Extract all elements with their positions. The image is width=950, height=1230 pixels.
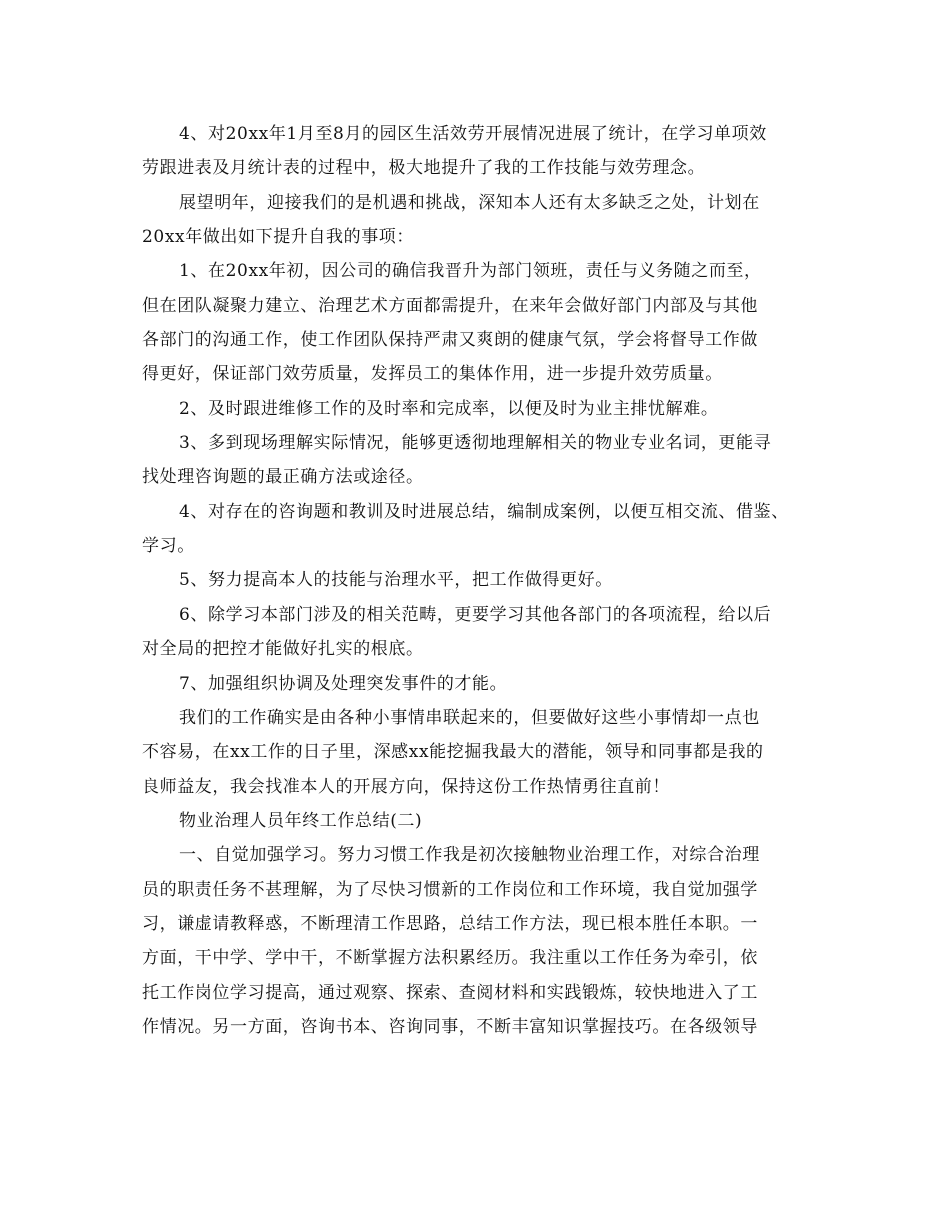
text-line: 得更好，保证部门效劳质量，发挥员工的集体作用，进一步提升效劳质量。 <box>142 364 723 385</box>
text-line: 各部门的沟通工作，使工作团队保持严肃又爽朗的健康气氛，学会将督导工作做 <box>142 330 758 351</box>
text-line: 物业治理人员年终工作总结(二) <box>179 810 423 831</box>
text-line: 劳跟进表及月统计表的过程中，极大地提升了我的工作技能与效劳理念。 <box>142 158 706 179</box>
text-line: 找处理咨询题的最正确方法或途径。 <box>142 467 424 488</box>
text-line: 4、对20xx年1月至8月的园区生活效劳开展情况进展了统计，在学习单项效 <box>179 124 767 144</box>
text-line: 托工作岗位学习提高，通过观察、探索、查阅材料和实践锻炼，较快地进入了工 <box>142 982 758 1003</box>
text-line: 不容易，在xx工作的日子里，深感xx能挖掘我最大的潜能，领导和同事都是我的 <box>142 742 764 763</box>
text-line: 7、加强组织协调及处理突发事件的才能。 <box>179 673 508 694</box>
text-line: 员的职责任务不甚理解，为了尽快习惯新的工作岗位和工作环境，我自觉加强学 <box>142 879 758 900</box>
text-line: 作情况。另一方面，咨询书本、咨询同事，不断丰富知识掌握技巧。在各级领导 <box>142 1016 758 1037</box>
text-line: 对全局的把控才能做好扎实的根底。 <box>142 639 424 660</box>
text-line: 习，谦虚请教释惑，不断理清工作思路，总结工作方法，现已根本胜任本职。一 <box>142 913 758 934</box>
text-line: 6、除学习本部门涉及的相关范畴，更要学习其他各部门的各项流程，给以后 <box>179 604 772 625</box>
document-body <box>142 117 822 1044</box>
text-line: 20xx年做出如下提升自我的事项： <box>142 227 415 248</box>
text-line: 1、在20xx年初，因公司的确信我晋升为部门领班，责任与义务随之而至， <box>179 261 762 282</box>
text-line: 我们的工作确实是由各种小事情串联起来的，但要做好这些小事情却一点也 <box>179 707 760 728</box>
text-line: 一、自觉加强学习。努力习惯工作我是初次接触物业治理工作，对综合治理 <box>179 845 760 866</box>
text-line: 展望明年，迎接我们的是机遇和挑战，深知本人还有太多缺乏之处，计划在 <box>179 192 760 213</box>
text-line: 学习。 <box>142 536 195 557</box>
text-line: 方面，干中学、学中干，不断掌握方法积累经历。我注重以工作任务为牵引，依 <box>142 948 758 969</box>
text-line: 4、对存在的咨询题和教训及时进展总结，编制成案例，以便互相交流、借鉴、 <box>179 501 789 522</box>
text-line: 但在团队凝聚力建立、治理艺术方面都需提升，在来年会做好部门内部及与其他 <box>142 295 758 316</box>
text-line: 良师益友，我会找准本人的开展方向，保持这份工作热情勇往直前！ <box>142 776 670 797</box>
text-line: 3、多到现场理解实际情况，能够更透彻地理解相关的物业专业名词，更能寻 <box>179 433 772 454</box>
text-line: 2、及时跟进维修工作的及时率和完成率，以便及时为业主排忧解难。 <box>179 398 719 419</box>
text-line: 5、努力提高本人的技能与治理水平，把工作做得更好。 <box>179 570 613 591</box>
